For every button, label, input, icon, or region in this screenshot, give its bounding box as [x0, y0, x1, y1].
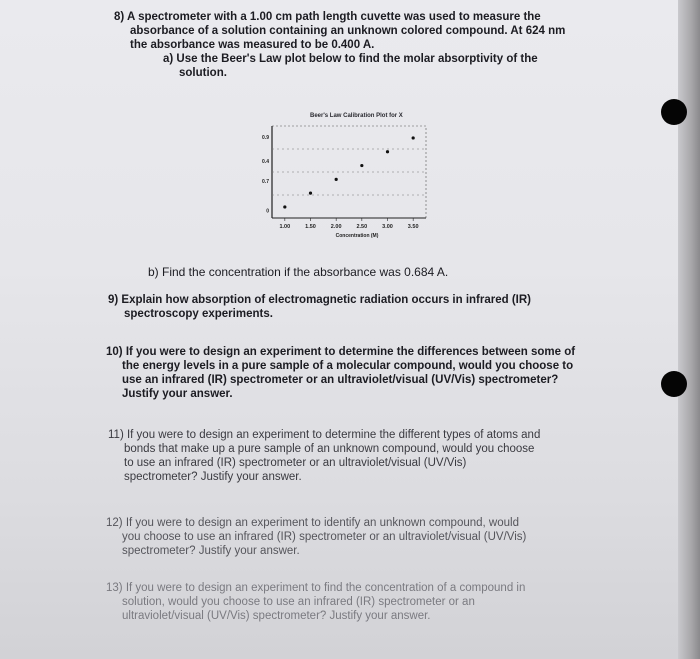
x-axis-label: Concentration (M)	[335, 233, 379, 239]
question-10-line: the energy levels in a pure sample of a molecular compound, would you choose to	[122, 360, 574, 372]
x-tick-label: 3.00	[382, 224, 393, 230]
question-13-line: solution, would you choose to use an infrared (IR) spectrometer or an	[122, 596, 475, 608]
binder-hole	[661, 371, 687, 397]
question-8-line: the absorbance was measured to be 0.400 A.	[130, 39, 375, 51]
question-10	[106, 345, 575, 401]
x-tick-label: 1.00	[279, 224, 291, 230]
question-13-line: 13) If you were to design an experiment to find the concentration of a compound in	[106, 582, 526, 594]
question-9-line: 9) Explain how absorption of electromagnetic radiation occurs in infrared (IR)	[108, 294, 532, 306]
y-tick-label: 0	[266, 208, 269, 215]
question-11-line: spectrometer? Justify your answer.	[124, 471, 302, 483]
data-point	[412, 136, 415, 139]
x-tick-label: 3.50	[407, 224, 419, 230]
part-a-line: a) Use the Beer's Law plot below to find the molar absorptivity of the	[163, 53, 538, 65]
question-11-line: 11) If you were to design an experiment to determine the different types of atoms and	[108, 429, 541, 441]
question-9-line: spectroscopy experiments.	[124, 308, 273, 320]
question-8-part-b: b) Find the concentration if the absorbance was 0.684 A.	[148, 265, 449, 279]
question-9	[108, 293, 531, 321]
question-12-line: you choose to use an infrared (IR) spectrometer or an ultraviolet/visual (UV/Vis)	[122, 531, 527, 543]
data-point	[360, 164, 363, 167]
data-point	[386, 150, 389, 153]
data-point	[283, 205, 286, 208]
chart-title: Beer's Law Calibration Plot for X	[310, 113, 403, 119]
beers-law-chart	[250, 118, 450, 248]
question-8-line: 8) A spectrometer with a 1.00 cm path length cuvette was used to measure the	[114, 11, 541, 23]
binder-hole	[661, 99, 687, 125]
question-11-line: bonds that make up a pure sample of an unknown compound, would you choose	[124, 443, 535, 455]
question-10-line: use an infrared (IR) spectrometer or an ultraviolet/visual (UV/Vis) spectrometer?	[122, 374, 559, 386]
question-11-line: to use an infrared (IR) spectrometer or an ultraviolet/visual (UV/Vis)	[124, 457, 467, 469]
question-12	[106, 516, 526, 558]
question-13	[106, 581, 525, 623]
question-10-line: Justify your answer.	[122, 388, 233, 400]
question-8-line: absorbance of a solution containing an unknown colored compound. At 624 nm	[130, 25, 566, 37]
question-8	[114, 10, 565, 52]
question-11	[108, 428, 540, 484]
x-tick-label: 2.50	[356, 224, 368, 230]
question-8-part-a	[163, 52, 538, 80]
x-tick-label: 1.50	[305, 224, 316, 230]
y-tick-label: 0.7	[262, 179, 269, 186]
binder-edge	[678, 0, 700, 659]
question-13-line: ultraviolet/visual (UV/Vis) spectrometer? Justify your answer.	[122, 610, 431, 622]
x-tick-label: 2.00	[330, 224, 342, 230]
data-point	[309, 192, 312, 195]
y-tick-label: 0.9	[262, 135, 269, 142]
part-a-line: solution.	[179, 67, 227, 79]
y-tick-label: 0.4	[262, 158, 269, 165]
question-12-line: spectrometer? Justify your answer.	[122, 545, 300, 557]
question-10-line: 10) If you were to design an experiment to determine the differences between some of	[106, 346, 576, 358]
data-point	[335, 178, 338, 181]
question-12-line: 12) If you were to design an experiment to identify an unknown compound, would	[106, 517, 519, 529]
